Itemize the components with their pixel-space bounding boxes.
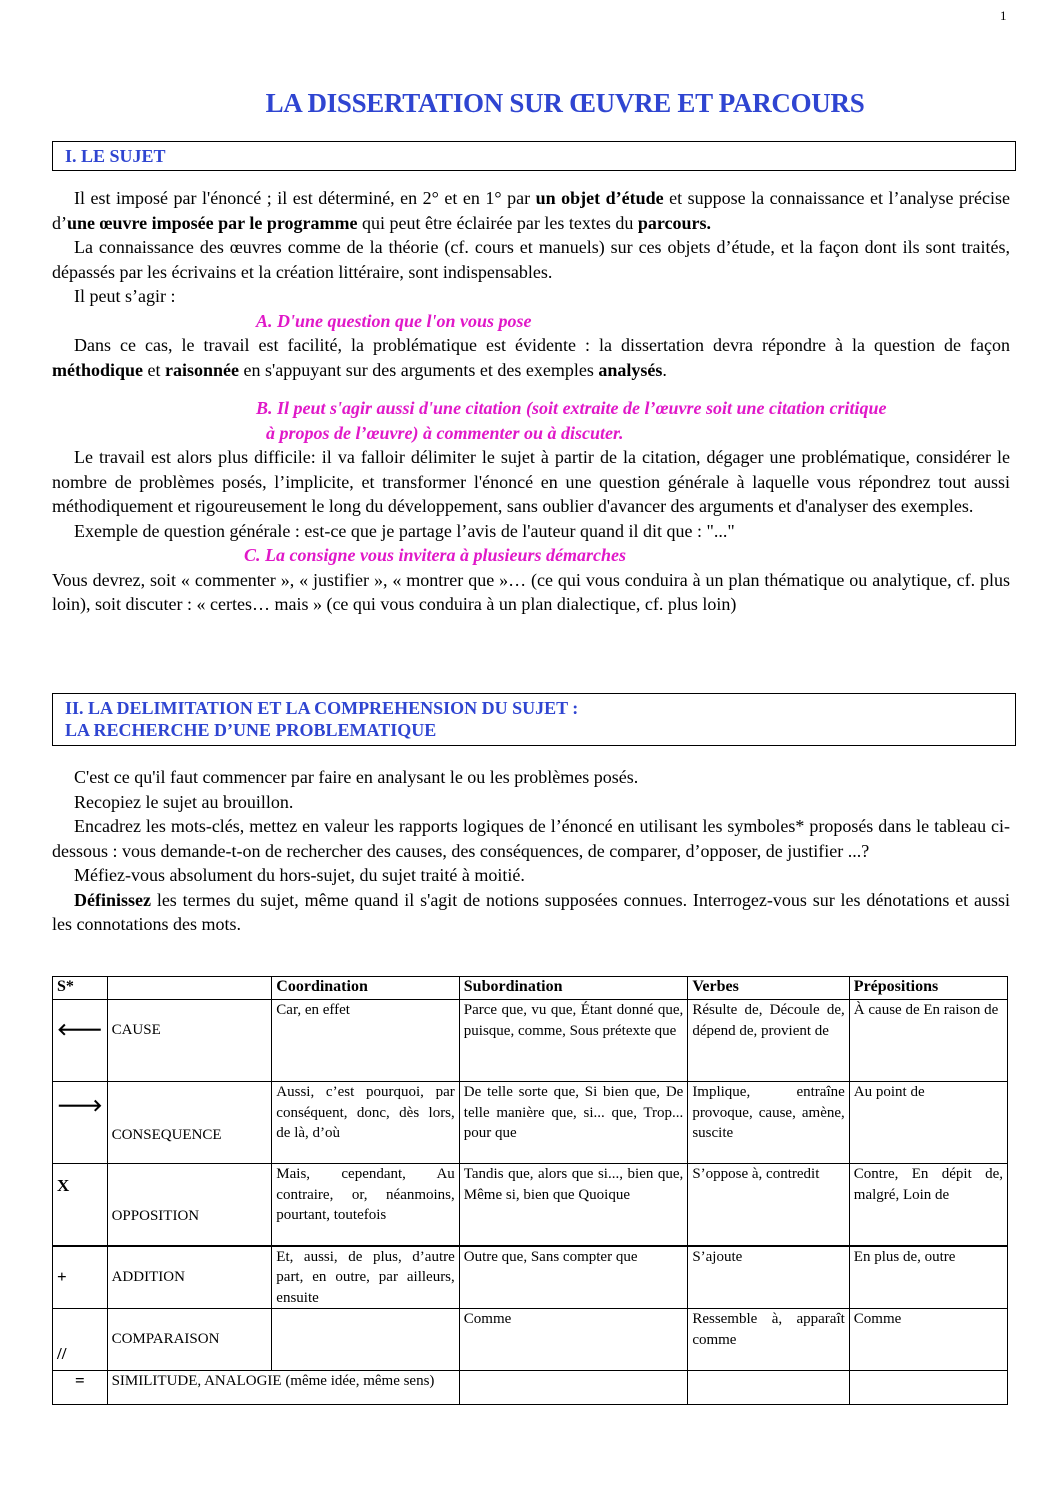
section1-heading: I. LE SUJET xyxy=(52,141,1016,171)
addition-symbol: + xyxy=(53,1246,108,1309)
left-arrow-icon: 🡐 xyxy=(53,1000,108,1082)
verbs-cell: Ressemble à, apparaît comme xyxy=(688,1309,849,1371)
right-arrow-icon: 🡒 xyxy=(53,1082,108,1164)
paragraph-b-example: Exemple de question générale : est-ce que je partage l’avis de l'auteur quand il dit que : "..." xyxy=(74,520,735,541)
category-cell: COMPARAISON xyxy=(107,1309,272,1371)
section2-paragraph-4: Méfiez-vous absolument du hors-sujet, du sujet traité à moitié. xyxy=(74,865,525,885)
coordination-cell: Et, aussi, de plus, d’autre part, en outre, par ailleurs, ensuite xyxy=(272,1246,460,1309)
table-row xyxy=(53,1082,1008,1164)
section2-paragraph-3: Encadrez les mots-clés, mettez en valeur les rapports logiques de l’énoncé en utilisant les symboles* proposés dans le tableau ci-dessous : vous demande-t-on de rechercher des causes, des conséquences, de comparer, d’opposer, de justifier ...? xyxy=(52,816,1010,861)
category-cell: CAUSE xyxy=(107,1000,272,1082)
subordination-cell: Comme xyxy=(459,1309,688,1371)
header-symbol: S* xyxy=(53,977,108,1000)
table-row xyxy=(53,1164,1008,1246)
section2-body xyxy=(52,765,1010,937)
category-cell: OPPOSITION xyxy=(107,1164,272,1246)
paragraph-b: Le travail est alors plus difficile: il va falloir délimiter le sujet à partir de la citation, dégager une problématique, considérer le nombre de problèmes posés, l’implicite, et transformer l'énoncé en une question générale à laquelle vous répondrez tout aussi méthodiquement et rigoureusement le long du développement, sans oublier d'avancer des arguments et d'analyser des exemples. xyxy=(52,447,1010,516)
subordination-cell xyxy=(459,1371,688,1405)
prepositions-cell: À cause de En raison de xyxy=(849,1000,1007,1082)
verbs-cell: S’oppose à, contredit xyxy=(688,1164,849,1246)
verbs-cell xyxy=(688,1371,849,1405)
prepositions-cell: Comme xyxy=(849,1309,1007,1371)
table-row xyxy=(53,1000,1008,1082)
header-prepositions: Prépositions xyxy=(849,977,1007,1000)
page-title: LA DISSERTATION SUR ŒUVRE ET PARCOURS xyxy=(265,88,865,118)
section1-paragraph-2: La connaissance des œuvres comme de la théorie (cf. cours et manuels) sur ces objets d’étude, et la façon dont ils sont traités, dépassés par les écrivains et la création littéraire, sont indispensables. xyxy=(52,237,1010,282)
equals-symbol: = xyxy=(53,1371,108,1405)
section2-paragraph-1: C'est ce qu'il faut commencer par faire en analysant le ou les problèmes posés. xyxy=(74,767,639,787)
section2-paragraph-2: Recopiez le sujet au brouillon. xyxy=(74,791,294,812)
section2-heading: II. LA DELIMITATION ET LA COMPREHENSION DU SUJET : LA RECHERCHE D’UNE PROBLEMATIQUE xyxy=(52,693,1016,746)
coordination-cell xyxy=(272,1309,460,1371)
prepositions-cell: Contre, En dépit de, malgré, Loin de xyxy=(849,1164,1007,1246)
prepositions-cell xyxy=(849,1371,1007,1405)
table-row xyxy=(53,1309,1008,1371)
table-header-row xyxy=(53,977,1008,1000)
verbs-cell: Implique, entraîne provoque, cause, amène, suscite xyxy=(688,1082,849,1164)
subordination-cell: Parce que, vu que, Étant donné que, puisque, comme, Sous prétexte que xyxy=(459,1000,688,1082)
header-verbs: Verbes xyxy=(688,977,849,1000)
subordination-cell: Outre que, Sans compter que xyxy=(459,1246,688,1309)
subordination-cell: De telle sorte que, Si bien que, De telle manière que, si... que, Trop... pour que xyxy=(459,1082,688,1164)
opposition-symbol: X xyxy=(53,1164,108,1246)
header-category xyxy=(107,977,272,1000)
section2-paragraph-5: Définissez les termes du sujet, même quand il s'agit de notions supposées connues. Interrogez-vous sur les dénotations et aussi les connotations des mots. xyxy=(52,889,1010,934)
subheading-a: A. D'une question que l'on vous pose xyxy=(256,310,532,331)
prepositions-cell: Au point de xyxy=(849,1082,1007,1164)
prepositions-cell: En plus de, outre xyxy=(849,1246,1007,1309)
subheading-b: B. Il peut s'agir aussi d'une citation (soit extraite de l’œuvre soit une citation critique à propos de l’œuvre) à commenter ou à discuter. xyxy=(256,398,887,443)
header-coordination: Coordination xyxy=(272,977,460,1000)
page-number: 1 xyxy=(1000,8,1007,23)
logical-connectors-table xyxy=(52,976,1008,1405)
header-subordination: Subordination xyxy=(459,977,688,1000)
section1-paragraph-1: Il est imposé par l'énoncé ; il est déterminé, en 2° et en 1° par un objet d’étude et suppose la connaissance et l’analyse précise d’une œuvre imposée par le programme qui peut être éclairée par les textes du parcours. xyxy=(52,188,1010,233)
coordination-cell: Aussi, c’est pourquoi, par conséquent, donc, dès lors, de là, d’où xyxy=(272,1082,460,1164)
verbs-cell: Résulte de, Découle de, dépend de, provient de xyxy=(688,1000,849,1082)
table-row xyxy=(53,1371,1008,1405)
section1-body xyxy=(52,186,1010,617)
paragraph-a: Dans ce cas, le travail est facilité, la problématique est évidente : la dissertation devra répondre à la question de façon méthodique et raisonnée en s'appuyant sur des arguments et des exemples analysés. xyxy=(52,335,1010,380)
section1-paragraph-3: Il peut s’agir : xyxy=(74,286,176,306)
coordination-cell: Car, en effet xyxy=(272,1000,460,1082)
comparison-symbol: // xyxy=(53,1309,108,1371)
table-row xyxy=(53,1246,1008,1309)
subordination-cell: Tandis que, alors que si..., bien que, Même si, bien que Quoique xyxy=(459,1164,688,1246)
category-cell: ADDITION xyxy=(107,1246,272,1309)
subheading-c: C. La consigne vous invitera à plusieurs démarches xyxy=(244,545,627,565)
category-cell: SIMILITUDE, ANALOGIE (même idée, même sens) xyxy=(107,1371,459,1405)
coordination-cell: Mais, cependant, Au contraire, or, néanmoins, pourtant, toutefois xyxy=(272,1164,460,1246)
paragraph-c: Vous devrez, soit « commenter », « justifier », « montrer que »… (ce qui vous conduira à un plan thématique ou analytique, cf. plus loin), soit discuter : « certes… mais » (ce qui vous conduira à un plan dialectique, cf. plus loin) xyxy=(52,569,1010,614)
verbs-cell: S’ajoute xyxy=(688,1246,849,1309)
category-cell: CONSEQUENCE xyxy=(107,1082,272,1164)
